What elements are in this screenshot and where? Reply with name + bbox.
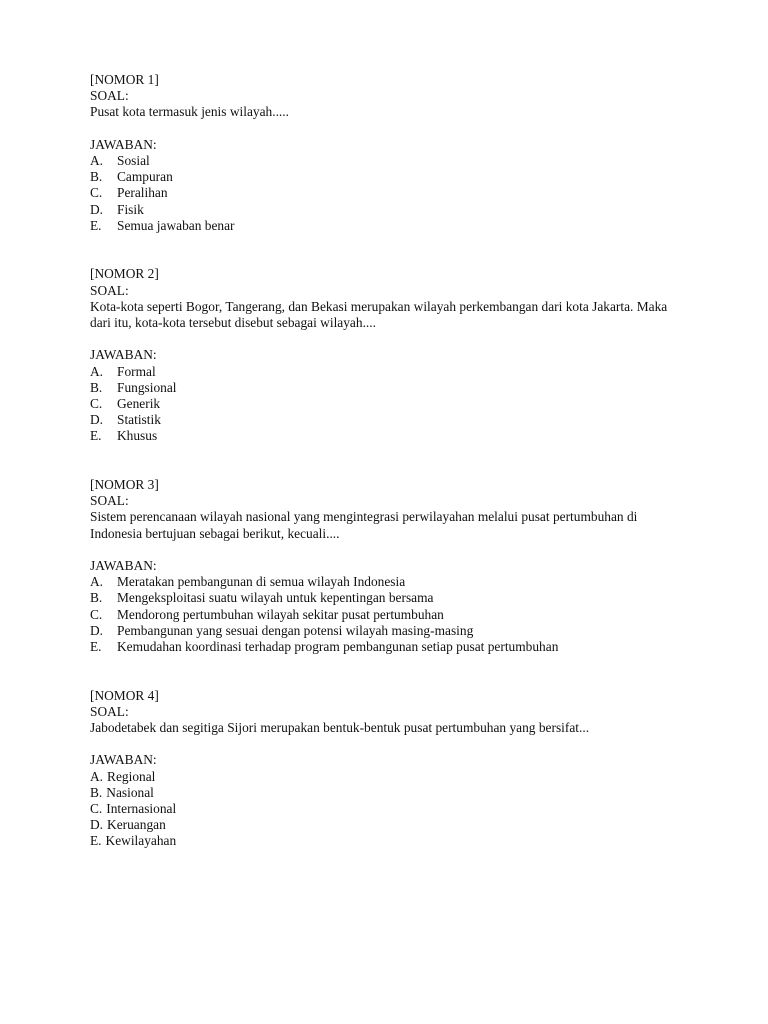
answer-option-c — [90, 185, 690, 201]
option-letter: D. — [90, 201, 104, 217]
answer-option-a — [90, 574, 690, 590]
option-letter: E. — [90, 833, 102, 849]
option-text: Fungsional — [117, 379, 177, 395]
option-letter: C. — [90, 185, 103, 201]
answer-option-e — [90, 833, 690, 849]
option-text: Semua jawaban benar — [117, 217, 235, 233]
question-text: Kota-kota seperti Bogor, Tangerang, dan Bekasi merupakan wilayah perkembangan dari kota Jakarta. Maka dari itu, kota-kota tersebut disebut sebagai wilayah.... — [90, 298, 668, 331]
question-3 — [90, 477, 690, 655]
answer-option-a — [90, 153, 690, 169]
option-letter: A. — [90, 153, 104, 168]
option-text: Mendorong pertumbuhan wilayah sekitar pusat pertumbuhan — [117, 606, 444, 622]
option-letter: A. — [90, 363, 104, 379]
answer-option-b — [90, 590, 690, 606]
option-letter: D. — [90, 622, 104, 638]
option-text: Generik — [117, 396, 161, 412]
answer-option-e — [90, 218, 690, 234]
option-text: Campuran — [117, 169, 173, 185]
option-letter: C. — [90, 801, 103, 817]
answer-option-e — [90, 428, 690, 444]
answer-option-d — [90, 412, 690, 428]
question-number: [NOMOR 1] — [90, 72, 159, 87]
option-text: Internasional — [106, 801, 177, 817]
question-number: [NOMOR 4] — [90, 687, 159, 703]
option-text: Statistik — [117, 412, 161, 428]
option-letter: B. — [90, 169, 103, 185]
option-text: Kewilayahan — [105, 833, 177, 849]
question-text: Sistem perencanaan wilayah nasional yang mengintegrasi perwilayahan melalui pusat pertumbuhan di Indonesia bertujuan sebagai berikut, kecuali.... — [90, 509, 638, 541]
option-text: Fisik — [117, 201, 144, 217]
answer-option-a — [90, 364, 690, 380]
option-text: Formal — [117, 363, 156, 379]
jawaban-label: JAWABAN: — [90, 136, 157, 152]
option-text: Khusus — [117, 428, 158, 444]
option-letter: A. — [90, 768, 104, 784]
option-letter: D. — [90, 412, 104, 428]
answer-option-b — [90, 785, 690, 801]
option-text: Keruangan — [107, 817, 166, 833]
answer-option-b — [90, 169, 690, 185]
option-letter: D. — [90, 817, 104, 833]
option-letter: C. — [90, 396, 103, 412]
answer-option-a — [90, 769, 690, 785]
option-text: Mengeksploitasi suatu wilayah untuk kepentingan bersama — [117, 590, 434, 606]
answer-option-d — [90, 202, 690, 218]
soal-label: SOAL: — [90, 493, 129, 509]
soal-label: SOAL: — [90, 88, 129, 104]
question-text: Jabodetabek dan segitiga Sijori merupakan bentuk-bentuk pusat pertumbuhan yang bersifat... — [90, 720, 590, 736]
option-text: Meratakan pembangunan di semua wilayah Indonesia — [117, 574, 406, 590]
question-1 — [90, 72, 690, 234]
answer-option-c — [90, 801, 690, 817]
option-letter: B. — [90, 784, 103, 800]
answer-option-e — [90, 639, 690, 655]
question-number: [NOMOR 2] — [90, 266, 159, 282]
question-number: [NOMOR 3] — [90, 477, 159, 493]
jawaban-label: JAWABAN: — [90, 752, 157, 768]
answer-option-c — [90, 396, 690, 412]
answer-option-c — [90, 607, 690, 623]
option-text: Peralihan — [117, 185, 168, 201]
option-text: Nasional — [106, 784, 154, 800]
option-text: Kemudahan koordinasi terhadap program pembangunan setiap pusat pertumbuhan — [117, 639, 559, 655]
option-letter: C. — [90, 606, 103, 622]
option-letter: A. — [90, 574, 104, 590]
answer-option-d — [90, 623, 690, 639]
option-text: Pembangunan yang sesuai dengan potensi wilayah masing-masing — [117, 622, 474, 638]
option-letter: E. — [90, 428, 102, 444]
option-letter: E. — [90, 639, 102, 655]
question-2 — [90, 266, 690, 444]
option-letter: B. — [90, 379, 103, 395]
option-letter: B. — [90, 590, 103, 606]
jawaban-label: JAWABAN: — [90, 558, 157, 574]
option-text: Sosial — [117, 153, 150, 168]
option-letter: E. — [90, 217, 102, 233]
jawaban-label: JAWABAN: — [90, 347, 157, 363]
soal-label: SOAL: — [90, 703, 129, 719]
option-text: Regional — [107, 768, 156, 784]
document-page — [90, 72, 690, 850]
question-4 — [90, 688, 690, 850]
question-text: Pusat kota termasuk jenis wilayah..... — [90, 104, 289, 120]
answer-option-b — [90, 380, 690, 396]
answer-option-d — [90, 817, 690, 833]
soal-label: SOAL: — [90, 282, 129, 298]
